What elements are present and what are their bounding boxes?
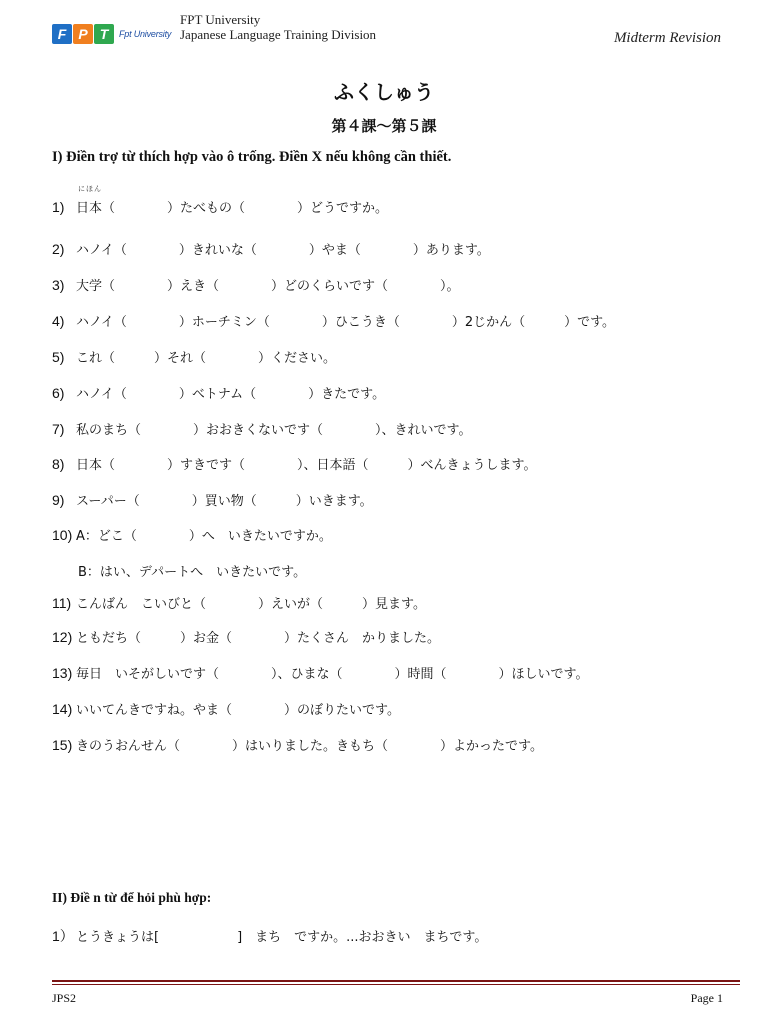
question-number: 10) [52, 527, 73, 543]
question-text: B：はい、デパートへ いきたいです。 [78, 565, 307, 580]
question-text: 大学（ ）えき（ ）どのくらいです（ ）。 [76, 279, 460, 294]
question-number: 12) [52, 629, 73, 645]
question-item [52, 525, 332, 544]
footer-divider-thin [52, 984, 740, 985]
furigana: にほん [78, 185, 102, 193]
question-text: A：どこ（ ）へ いきたいですか。 [76, 529, 332, 544]
question-text: 私のまち（ ）おおきくないです（ ）、きれいです。 [76, 423, 472, 438]
question-item [52, 239, 490, 258]
question-number: 1） [52, 928, 74, 944]
organization [180, 12, 376, 42]
question-item [52, 383, 385, 402]
question-number: 3) [52, 277, 65, 293]
revision-label: Midterm Revision [613, 30, 721, 46]
question-item [52, 699, 400, 718]
question-number: 8) [52, 456, 65, 472]
org-name: FPT University [180, 12, 261, 27]
question-text: これ（ ）それ（ ）ください。 [76, 351, 337, 366]
question-number: 4) [52, 313, 65, 329]
question-number: 2) [52, 241, 65, 257]
question-item [52, 347, 336, 366]
question-number: 7) [52, 421, 65, 437]
question-number: 14) [52, 701, 73, 717]
question-item [52, 663, 588, 682]
question-number: 5) [52, 349, 65, 365]
question-item [52, 735, 543, 754]
section-1-heading: I) Điền trợ từ thích hợp vào ô trống. Điền X nếu không cần thiết. [52, 149, 452, 165]
question-item [52, 311, 615, 330]
question-text: 日本（ ）すきです（ ）、日本語（ ）べんきょうします。 [76, 458, 537, 473]
page-title: ふくしゅう [334, 80, 434, 104]
logo-letter-t: T [94, 24, 114, 44]
question-item [52, 926, 487, 946]
footer-course-code: JPS2 [52, 991, 77, 1005]
question-number: 13) [52, 665, 73, 681]
fpt-logo [52, 22, 171, 46]
question-text: きのうおんせん（ ）はいりました。きもち（ ）よかったです。 [76, 739, 543, 754]
section-2-heading: II) Điề n từ để hỏi phù hợp: [52, 890, 212, 905]
question-item [52, 185, 389, 216]
question-number: 9) [52, 492, 65, 508]
question-number: 15) [52, 737, 73, 753]
footer-page-number: Page 1 [690, 991, 723, 1005]
question-number: 11) [52, 595, 72, 611]
question-item [52, 419, 471, 438]
footer-divider [52, 980, 740, 982]
page-subtitle: 第４課～第５課 [331, 117, 437, 135]
question-text: いいてんきですね。やま（ ）のぼりたいです。 [76, 703, 400, 718]
question-text: ハノイ（ ）ホーチミン（ ）ひこうき（ ）2じかん（ ）です。 [76, 315, 616, 330]
question-item [52, 627, 440, 646]
question-item [52, 275, 460, 294]
question-text: とうきょうは[ ] まち ですか。...おおきい まちです。 [76, 930, 488, 945]
page-header [0, 0, 768, 60]
logo-letter-f: F [52, 24, 72, 44]
question-text: ハノイ（ ）ベトナム（ ）きたです。 [76, 387, 386, 402]
org-division: Japanese Language Training Division [180, 27, 377, 42]
question-text: 日本（ ）たべもの（ ）どうですか。 [76, 201, 389, 216]
question-text: ともだち（ ）お金（ ）たくさん かりました。 [76, 631, 441, 646]
question-number: 1) [52, 199, 65, 215]
logo-letter-p: P [73, 24, 93, 44]
question-item [52, 454, 536, 473]
logo-text: Fpt University [119, 29, 172, 39]
question-number: 6) [52, 385, 65, 401]
question-item [52, 490, 373, 509]
question-text: 毎日 いそがしいです（ ）、ひまな（ ）時間（ ）ほしいです。 [76, 667, 589, 682]
question-text: ハノイ（ ）きれいな（ ）やま（ ）あります。 [76, 243, 490, 258]
question-text: こんばん こいびと（ ）えいが（ ）見ます。 [76, 597, 426, 612]
question-item [52, 593, 426, 612]
question-text: スーパー（ ）買い物（ ）いきます。 [76, 494, 373, 509]
question-item [78, 561, 306, 580]
